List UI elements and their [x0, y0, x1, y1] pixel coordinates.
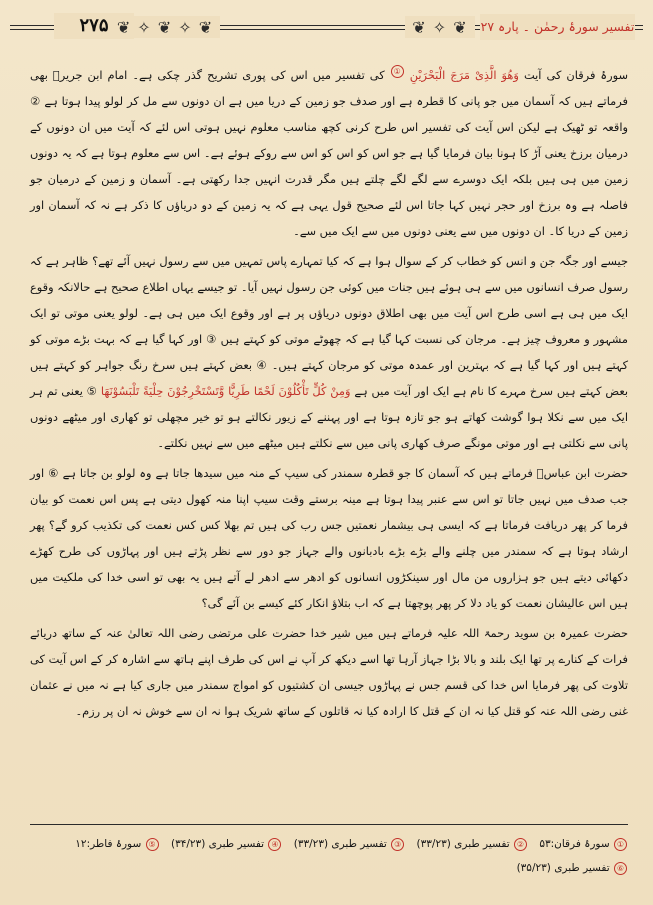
footnote-text: سورۂ فاطر:۱۲ [75, 838, 142, 850]
footnote-text: تفسیر طبری (۳۳/۲۳) [416, 838, 510, 850]
paragraph-text: حضرت ابن عباسؓ فرماتے ہیں کہ آسمان کا جو قطرہ سمندر کی سیپ کے منہ میں سیدھا جاتا ہے وہ لولو بن جاتا ہے ⑥ اور جب صدف میں نہیں جاتا تو اس سے عنبر پیدا ہوتا ہے مینہ برستے وقت سیپ اپنا منہ کھول دیتی ہے پس اس نعمت کو بیان فرما کر پھر دریافت فرماتا ہے کہ ایسی ہی بیشمار نعمتیں جس رب کی ہیں تم بھلا کس کس نعمت کی تکذیب کرو گے؟ پھر ارشاد ہوتا ہے کہ سمندر میں چلنے والے بڑے بڑے بادبانوں والے جہاز جو دور سے نظر پڑتے ہیں اور پہاڑوں کی طرح کھڑے دکھائی دیتے ہیں جو ہزاروں من مال اور سینکڑوں انسانوں کو ادھر سے ادھر لے آتے ہیں یہ بھی تو اسی خدا کی ملکیت میں ہیں اس عالیشان نعمت کو یاد دلا کر پھر پوچھتا ہے کہ اب بتلاؤ انکار کئے کیسے بن آئے گی؟ [30, 466, 628, 610]
footnote-item [168, 838, 283, 850]
paragraph-4 [30, 620, 628, 724]
footnote-marker: ① [614, 838, 627, 851]
paragraph-text: ⑤ یعنی تم ہر ایک میں سے نکلا ہوا گوشت کھاتے ہو جو تازہ ہوتا ہے اور پہننے کے زیور نکالتے ہو تو خیر مچھلی تو کھاری اور میٹھے دونوں پانی سے نکلتی ہے اور موتی مونگے صرف کھاری پانی میں سے نکلتے ہیں میٹھے میں سے نہیں نکلتے۔ [30, 384, 628, 450]
footnote-item [536, 838, 628, 850]
footnote-marker: ⑥ [614, 862, 627, 875]
paragraph-2 [30, 248, 628, 456]
footnotes [30, 832, 628, 880]
page-header [10, 12, 643, 42]
paragraph-text: کی تفسیر میں اس کی پوری تشریح گذر چکی ہے۔ امام ابن جریرؒ بھی فرماتے ہیں کہ آسمان میں جو پانی کا قطرہ ہے اور صدف جو زمین کے دریا میں ہے ان دونوں سے مل کر لولو پیدا ہوتا ہے ② واقعہ تو ٹھیک ہے لیکن اس آیت کی تفسیر اس طرح کرنی کچھ مناسب معلوم نہیں ہوتی اس لئے کہ آیت میں ان دونوں کے درمیان برزخ یعنی آڑ کا ہونا بیان فرمایا گیا ہے جو اس کو اس کو اس سے روکے ہوئے ہے۔ اس سے معلوم ہوتا ہے کہ یہ دونوں زمین میں ہی ہیں بلکہ ایک دوسرے سے لگے لگے چلتے ہیں مگر قدرت انہیں جدا رکھتی ہے۔ آسمان و زمین کے درمیان جو فاصلہ ہے وہ برزخ اور حجر نہیں کہا جاتا اس لئے صحیح قول یہی ہے کہ یہ زمین کے دو دریاؤں کا ذکر ہے نہ کہ آسمان اور زمین کے دریا کا۔ ان دونوں میں سے یعنی دونوں میں سے ایک میں سے۔ [30, 68, 628, 238]
footnote-text: تفسیر طبری (۳۵/۲۳) [516, 862, 610, 874]
footnote-item [290, 838, 405, 850]
main-text [30, 62, 628, 728]
ornament-left-icon: ❦ ✧ ❦ ✧ ❦ [110, 16, 220, 38]
footnote-item [75, 838, 159, 850]
ornament-right-icon: ❦ ✧ ❦ [405, 16, 475, 38]
footnote-marker: ③ [391, 838, 404, 851]
footnote-text: تفسیر طبری (۳۴/۲۳) [170, 838, 265, 850]
footnote-marker: ⑤ [146, 838, 159, 851]
paragraph-3 [30, 460, 628, 616]
footnote-item [413, 838, 528, 850]
paragraph-text: سورۂ فرقان کی آیت [523, 68, 629, 82]
quran-verse: وَمِنْ كُلٍّ تَأْكُلُوْنَ لَحْمًا طَرِیًّا وَّتَسْتَخْرِجُوْنَ حِلْیَةً تَلْبَسُوْنَهَا [100, 384, 351, 398]
paragraph-1 [30, 62, 628, 244]
footnote-text: سورۂ فرقان:۵۳ [539, 838, 610, 850]
quran-verse: وَهُوَ الَّذِیْ مَرَجَ الْبَحْرَیْنِ [409, 68, 519, 82]
running-title: تفسیر سورۂ رحمٰن ۔ پارہ ۲۷ [480, 14, 635, 40]
footnote-item [517, 862, 628, 874]
footnote-divider [30, 824, 628, 825]
paragraph-text: جیسے اور جگہ جن و انس کو خطاب کر کے سوال ہوا ہے کہ کیا تمہارے پاس تمہیں میں سے رسول نہیں آئے تھے؟ ظاہر ہے کہ رسول صرف انسانوں میں سے ہی ہوئے ہیں جنات میں کوئی جن رسول نہیں آیا۔ تو جیسے یہاں اطلاع صحیح ہے حالانکہ وقوع ایک میں ہی ہے اسی طرح اس آیت میں بھی اطلاق دونوں دریاؤں پر ہے اور وقوع ایک میں ہی ہے۔ لولو یعنی موتی تو ایک مشہور و معروف چیز ہے۔ مرجان کی نسبت کہا گیا ہے کہ چھوٹے موتی کو کہتے ہیں ③ اور کہا گیا ہے کہ بہت بڑے موتی کو کہتے ہیں اور کہا گیا ہے کہ بہترین اور عمدہ موتی کو مرجان کہتے ہیں۔ ④ بعض کہتے ہیں سرخ رنگ جواہر کو کہتے ہیں بعض کہتے ہیں سرخ مہرے کا نام ہے ایک اور آیت میں ہے [30, 254, 629, 398]
page-number: ۲۷۵ [54, 13, 134, 39]
footnote-text: تفسیر طبری (۳۳/۲۳) [293, 838, 387, 850]
footnote-marker: ② [514, 838, 527, 851]
footnote-marker: ① [391, 65, 404, 78]
paragraph-text: حضرت عمیرہ بن سوید رحمۃ اللہ علیہ فرماتے ہیں میں شیر خدا حضرت علی مرتضی رضی اللہ تعالیٰ عنہ کے ساتھ دریائے فرات کے کنارے پر تھا ایک بلند و بالا بڑا جہاز آرہا تھا اسے دیکھ کر آپ نے اس کی طرف اپنے ہاتھ سے اشارہ کر کے اس آیت کی تلاوت کی پھر فرمایا اس خدا کی قسم جس نے پہاڑوں جیسی ان کشتیوں کو امواج سمندر میں جاری کیا ہے نہ میں نے عثمان غنی رضی اللہ عنہ کو قتل کیا نہ ان کے قتل کا ارادہ کیا نہ قاتلوں کے ساتھ شریک ہوا نہ ان سے خوش نہ ان پر رزم۔ [30, 626, 628, 718]
footnote-marker: ④ [268, 838, 281, 851]
